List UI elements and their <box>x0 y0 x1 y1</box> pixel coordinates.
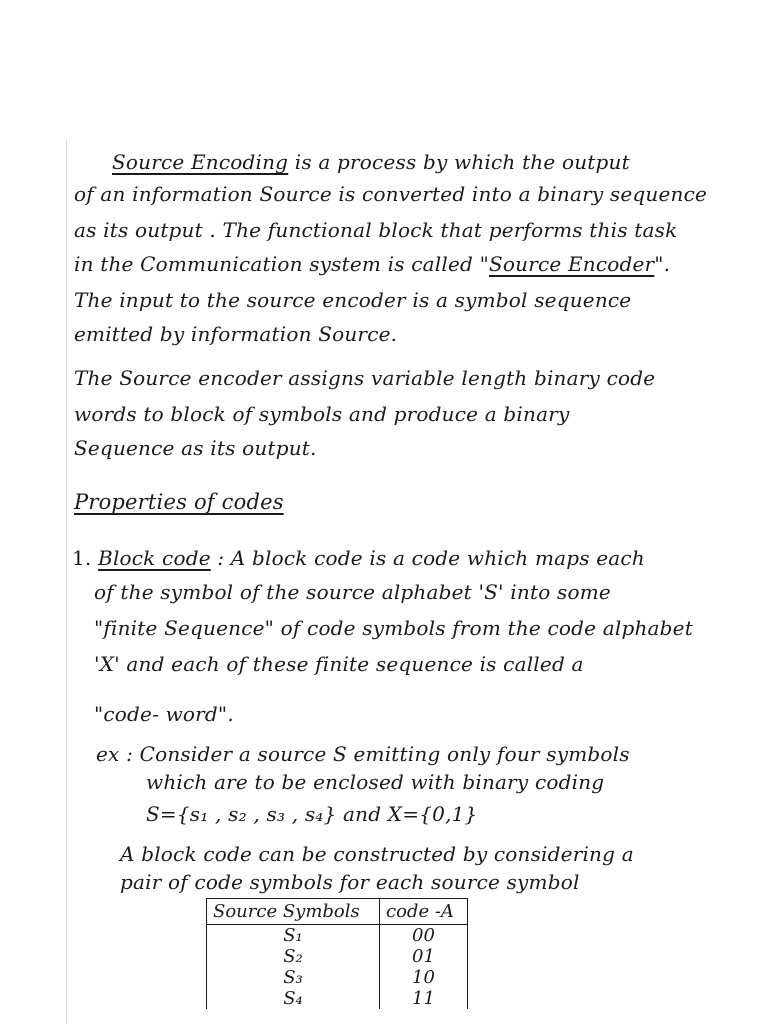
item1-line-5: "code- word". <box>94 702 234 726</box>
table-cell-code: 01 <box>380 946 468 967</box>
item1-line-4: 'X' and each of these finite sequence is called a <box>94 652 584 676</box>
paragraph1-line-4: in the Communication system is called "Source Encoder". <box>74 252 671 276</box>
term-source-encoding: Source Encoding <box>112 150 289 174</box>
block-note-line-1: A block code can be constructed by considering a <box>120 842 634 866</box>
example-label: ex : <box>96 742 134 766</box>
paragraph1-line-1: Source Encoding is a process by which the output <box>112 150 630 174</box>
margin-line <box>66 140 67 1024</box>
table-header-source-symbols: Source Symbols <box>207 899 380 925</box>
table-header-row <box>207 899 468 925</box>
code-table <box>206 898 468 1009</box>
example-line-2: which are to be enclosed with binary coding <box>146 770 605 794</box>
table-cell-code: 00 <box>380 925 468 947</box>
term-source-encoder: Source Encoder <box>488 252 655 276</box>
paragraph2-line-1: The Source encoder assigns variable length binary code <box>74 366 656 390</box>
section-heading: Properties of codes <box>74 490 284 514</box>
item1-line-1: 1. Block code : A block code is a code which maps each <box>72 546 645 570</box>
table-header-code-a: code -A <box>380 899 468 925</box>
example-line-1: ex : Consider a source S emitting only four symbols <box>96 742 630 766</box>
term-block-code: Block code <box>98 546 211 570</box>
paragraph1-line-3: as its output . The functional block that performs this task <box>74 218 678 242</box>
table-cell-symbol: S₁ <box>207 925 380 947</box>
table-row <box>207 967 468 988</box>
paragraph1-line-5: The input to the source encoder is a symbol sequence <box>74 288 632 312</box>
item1-line-3: "finite Sequence" of code symbols from the code alphabet <box>94 616 693 640</box>
table-row <box>207 988 468 1009</box>
paragraph1-line-2: of an information Source is converted into a binary sequence <box>74 182 708 206</box>
table-cell-code: 10 <box>380 967 468 988</box>
item-number: 1. <box>72 546 92 570</box>
table-row <box>207 946 468 967</box>
example-line-3: S={s₁ , s₂ , s₃ , s₄} and X={0,1} <box>146 802 478 826</box>
table-cell-code: 11 <box>380 988 468 1009</box>
item1-line-2: of the symbol of the source alphabet 'S' into some <box>94 580 611 604</box>
table-cell-symbol: S₄ <box>207 988 380 1009</box>
table-cell-symbol: S₃ <box>207 967 380 988</box>
paragraph1-line-6: emitted by information Source. <box>74 322 398 346</box>
table-row <box>207 925 468 947</box>
block-note-line-2: pair of code symbols for each source symbol <box>120 870 580 894</box>
paragraph2-line-2: words to block of symbols and produce a binary <box>74 402 570 426</box>
paragraph2-line-3: Sequence as its output. <box>74 436 317 460</box>
table-cell-symbol: S₂ <box>207 946 380 967</box>
